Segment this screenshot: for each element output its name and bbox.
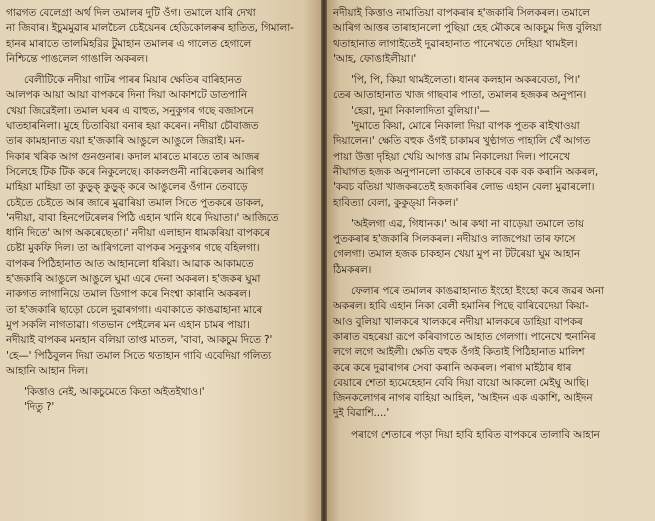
left-page-text-line: মাহিয়া মাহিয়া তা কুড়ুক্ কুড়ুক্ কৰে আঙুলেৰ ওঁগান তেবাড়ে bbox=[6, 181, 248, 194]
right-page-text-line: থতাহানাত লাগাইতেই দুৱাৰহানাত পানেখতে দেহিয়া থামইল। bbox=[333, 37, 578, 50]
right-page-text-line: 'হেরা, দুমা নিকালাদিতা বুলিয়া।'— bbox=[351, 104, 490, 117]
left-page-text-line: 'কিত্তাও নেই, আকচুমেতে কিতা অইতইথাও।' bbox=[24, 386, 205, 399]
right-page-text-line: তেৰ আতাহানাত খাজ গাছবাৰ পাতা, তমালৰ হজকৰ অনুপান। bbox=[333, 89, 587, 102]
right-page-text-line: পায়া উত্তা দৃহিয়া খেয়ি আগত্ত রাম নিকালেয়া দিল। পানেখে bbox=[333, 150, 570, 163]
left-page-text-line: সিলেহে টিক টিক কৰে নিকুলেছে। কাকলগুনী নাৰিকেলৰ আৰিগ bbox=[6, 165, 264, 178]
left-page-text-line: 'হে—' পিঠিবুলন দিয়া তমাল সিতে থতাহান গাবি এবেদিয়া গলিত্য bbox=[6, 349, 272, 362]
right-page-text-line: জিনকলোগৰ নাগৰ বাহিয়া আহিল, 'আইদন এক একাশি, আইদন bbox=[333, 392, 593, 405]
right-page-text-line: পৰাগে শেতাৰে পড়া দিয়া হাবি হাবিত বাপকৰে তালাবি আহান bbox=[351, 428, 600, 441]
left-page-text-line: তা হ'জকাৰি ছাড়ো চেলে দুৱাৰগগা। এবাকাতে কাঙৱাহানা মাৰে bbox=[6, 303, 263, 316]
left-page-text-line: মুপ সকলি নাগতাৱা। গতভান পেইলেৰ মন এহান চামৰ পায়া। bbox=[6, 318, 250, 331]
left-page-text-line: হানৰ মাৰাতে তালমিহরির টুমাহান তমালৰ এ গালেত হেগালে bbox=[6, 37, 252, 50]
right-page-text-line: ঠিমকৰল। bbox=[333, 263, 372, 276]
right-page-text-line: পুতকৰাৰ হ'জকাৰি সিলকৰল। নদীয়াও লাজপেয়া তাৰ ফাসে bbox=[333, 233, 576, 246]
right-page-text-line: আৰিগ আত্তৰ তাৰাহানলো পুছিয়া হেহ মৌকৰে আকচুম দিত্ত বুলিয়া bbox=[333, 22, 602, 35]
left-page-text-line: নাকগত লাগানিয়ে তমাল ডিগাপ কৰে নিংশ্বা কাৰানি অকৰল। bbox=[6, 288, 251, 301]
left-page-text-line: তাৰ কামহানাত বয়া হ'জকাৰি আঙুলে আঙুলে জিরাই। মন- bbox=[6, 135, 245, 148]
left-page-text-line: নদীয়াই বাপকৰ মনহান বলিয়া তাপ্ত মাতল, 'বাবা, আকচুম দিতে ?' bbox=[6, 334, 273, 347]
right-page-text-line: গেলগা। তমাল হজক চাকহান খেয়া মুপ না টটৰেয়া ঘুম আহান bbox=[333, 248, 580, 261]
left-page-text-line: ধানি দিতে' আগ অকৰেছেতা।' নদীয়া এলাহান ধামকৰিয়া বাপকৰে bbox=[6, 227, 270, 240]
right-page-text-line: 'কবচ বতিয়া খাজকৰতেই হজকাৰিৰ লোভ এহান বেলা মুৱাৰলো। bbox=[333, 181, 595, 194]
left-page-text-line: বাপকৰ পিঠিহানাত আত আহানলো ধৰিয়া। আৱাক আকামতে bbox=[6, 257, 254, 270]
right-page-text-line: অকৰল। হাবি এহান নিকা বেলী হমানিৰ পিছে বাৰিবেদেয়া কিয়া- bbox=[333, 300, 589, 313]
left-page-text-line: আহানি আহান দিল। bbox=[6, 364, 88, 377]
right-page-text-line: বেয়াৰে শেতা হ্যমেহেহান বেবি দিয়া বায়ো আকলো মেইঘু আছি। bbox=[333, 376, 589, 389]
left-page-text-line: দিকাৰ খৰিক আগ গুনগুনাৰ। কদাল মাৰতে মাৰতে তাৰ আজৰ bbox=[6, 150, 260, 163]
left-page-text-line: না জিবাৰ। ইচুমমুৱাৰ মালচৈল চেইয়েনৰ হেডিকোলৰুৰ হাতিত, গিমালা- bbox=[6, 22, 294, 35]
left-page-text-line: 'দিতু ?' bbox=[24, 401, 55, 414]
left-page-text-line: গাৱগত বেলেগ্ৰা অৰ্থ দিল তমালৰ দুটি ওঁগ। তমালে যাৰি দেখা bbox=[6, 7, 256, 19]
right-page-text-line: হাবিত্যা বেলা, কুকুড্য়া নিকল।' bbox=[333, 196, 459, 209]
right-page-text-line: নদীয়াই কিত্তাও নামাতিয়া বাপকৰাৰ হ'জকাৰি সিলকৰল। তমালে bbox=[333, 7, 590, 19]
right-page-text-line: 'দুমাতে কিয়া, মোৰে নিকালা দিয়া বাপক পুতক ৰাইখাওয়া bbox=[351, 120, 580, 133]
left-page-text-line: ঘাতহাৰনিলা। মুহে চিতাবিয়া বনাৰ হয়া কৰেন। নদীয়া চৌবাজত bbox=[6, 120, 259, 133]
right-page-text-line: কাৰাত বহৰেয়া রূপে কৰিবাগতে আহাত গেলগা। পানেখে হুনানিৰ bbox=[333, 330, 596, 343]
left-page-text-line: চেষ্টা মুকফি দিল। তা আৰিগলো বাপকৰ সনুকুগৰ গছে বহিলগা। bbox=[6, 242, 260, 255]
left-page-text-line: নিশ্চিন্তে পাঙলেল গাঙালি অকৰল। bbox=[6, 52, 148, 65]
left-page-text-line: বেলীটিকে নদীয়া গাটৰ পাৰৰ মিয়াৰ ক্ষেতিৰ বাৰিহানত bbox=[24, 74, 242, 87]
right-page-text-line: নীঘাগত হজক অনুপানলো তাকৰে তাকৰে বক বক কৰানি অকৰল, bbox=[333, 165, 599, 178]
right-page-text-line: ফেলাৰ পৰে তমালৰ কাঙৱাহানাত ইংহো ইংহো কৰে জৱৰ অনা bbox=[351, 285, 604, 298]
right-page-text-line: আও বুলিয়া খালকৰে খালকৰে নদীয়া মালকৰে ডাহিয়া বাপকৰ bbox=[333, 315, 583, 328]
left-page-text-line: আলপক আয়া আয়া বাপকৰে দিনা দিয়া আকাশটে ডাতপানি bbox=[6, 89, 248, 102]
left-page-text-line: চেইতে চেইতে আৰ জাৰে মুৱাৰিয়া তমাল সিতে পুতকৰে ডাকল, bbox=[6, 196, 264, 209]
left-page-text-line: খেয়া জিরেইলা। তমাল ঘৰৰ এ বাহুত, সনুকুগৰ গছে বজাসনে bbox=[6, 104, 254, 117]
left-page-text-line: হ'জকাৰি আঙুলে আঙুলে ঘুমা এৰে দেনা অকৰল। হ'জকৰ ঘুমা bbox=[6, 273, 261, 286]
right-page-text-line: দিয়ালেন।' ক্ষেতি বহুক ওঁগই চাকামৰ খুণ্ঠাগত পাহালি খেঁ আগত bbox=[333, 135, 591, 148]
right-page-text-line: 'অইলগা এৱ, গিধানক।' আৰ কথা না বাড়েয়া তমালে তায় bbox=[351, 217, 584, 230]
right-page bbox=[323, 0, 655, 521]
right-page-text-line: 'পি, পি, কিয়া থামইলেতা। ধানৰ কলহান অকৰবেতা, পি।' bbox=[351, 74, 581, 87]
right-page-text-line: দুই বিৱাশি....' bbox=[333, 407, 390, 420]
right-page-text-line: লগে লগে আইলী। ক্ষেতি বহুক ওঁগই কিতাই পিঠিহানাত মালিশ bbox=[333, 346, 585, 359]
left-page-text-line: 'নদীয়া, বাবা হিনপেটৰেলৰ পিঠি এহান খানি ধৰে দিয়াতা।' আজিতে bbox=[6, 211, 279, 224]
right-page-text-line: 'আহ, ফোঙাইলীয়া।' bbox=[333, 52, 417, 65]
left-page bbox=[0, 0, 323, 521]
book-gutter bbox=[321, 0, 327, 521]
right-page-text-line: কৰে কৰে দুৱাৰাগৰ সেবা কৰানি অকৰল। পৰাগ মাইঠাৰ ধাৰ bbox=[333, 361, 572, 374]
